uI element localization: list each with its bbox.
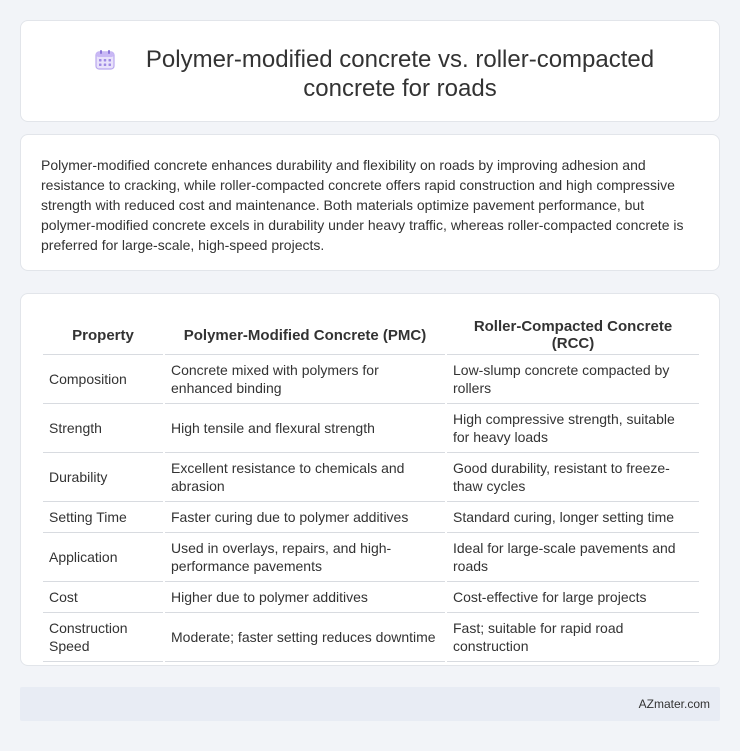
cell-rcc: Cost-effective for large projects — [447, 582, 699, 613]
table-row — [43, 613, 699, 662]
cell-pmc: Concrete mixed with polymers for enhanced binding — [165, 355, 445, 404]
cell-property: Cost — [43, 582, 163, 613]
cell-property: Strength — [43, 404, 163, 453]
table-header-row — [43, 314, 699, 355]
cell-rcc: Fast; suitable for rapid road construction — [447, 613, 699, 662]
table-row — [43, 502, 699, 533]
cell-property: Construction Speed — [43, 613, 163, 662]
table-row — [43, 582, 699, 613]
comparison-table — [43, 314, 699, 662]
page-title: Polymer-modified concrete vs. roller-compacted concrete for roads — [145, 46, 655, 102]
cell-property: Setting Time — [43, 502, 163, 533]
header-pmc: Polymer-Modified Concrete (PMC) — [165, 314, 445, 355]
title-card — [20, 20, 720, 122]
header-property: Property — [43, 314, 163, 355]
cell-pmc: Moderate; faster setting reduces downtime — [165, 613, 445, 662]
cell-pmc: Higher due to polymer additives — [165, 582, 445, 613]
cell-pmc: Used in overlays, repairs, and high-performance pavements — [165, 533, 445, 582]
cell-rcc: High compressive strength, suitable for heavy loads — [447, 404, 699, 453]
cell-property: Application — [43, 533, 163, 582]
cell-rcc: Ideal for large-scale pavements and roads — [447, 533, 699, 582]
cell-property: Composition — [43, 355, 163, 404]
footer-site-link[interactable]: AZmater.com — [638, 697, 710, 711]
comparison-card — [20, 293, 720, 666]
cell-rcc: Good durability, resistant to freeze-thaw cycles — [447, 453, 699, 502]
table-row — [43, 453, 699, 502]
summary-card — [20, 134, 720, 271]
cell-pmc: Faster curing due to polymer additives — [165, 502, 445, 533]
table-row — [43, 533, 699, 582]
cell-pmc: Excellent resistance to chemicals and abrasion — [165, 453, 445, 502]
cell-rcc: Standard curing, longer setting time — [447, 502, 699, 533]
header-rcc: Roller-Compacted Concrete (RCC) — [447, 314, 699, 355]
table-row — [43, 404, 699, 453]
cell-property: Durability — [43, 453, 163, 502]
cell-rcc: Low-slump concrete compacted by rollers — [447, 355, 699, 404]
cell-pmc: High tensile and flexural strength — [165, 404, 445, 453]
table-row — [43, 355, 699, 404]
footer — [20, 687, 720, 721]
summary-text: Polymer-modified concrete enhances durability and flexibility on roads by improving adhesion and resistance to cracking, while roller-compacted concrete offers rapid construction and high compressive strength with reduced cost and maintenance. Both materials optimize pavement performance, but polymer-modified concrete excels in durability under heavy traffic, whereas roller-compacted concrete is preferred for large-scale, high-speed projects. — [41, 157, 684, 253]
